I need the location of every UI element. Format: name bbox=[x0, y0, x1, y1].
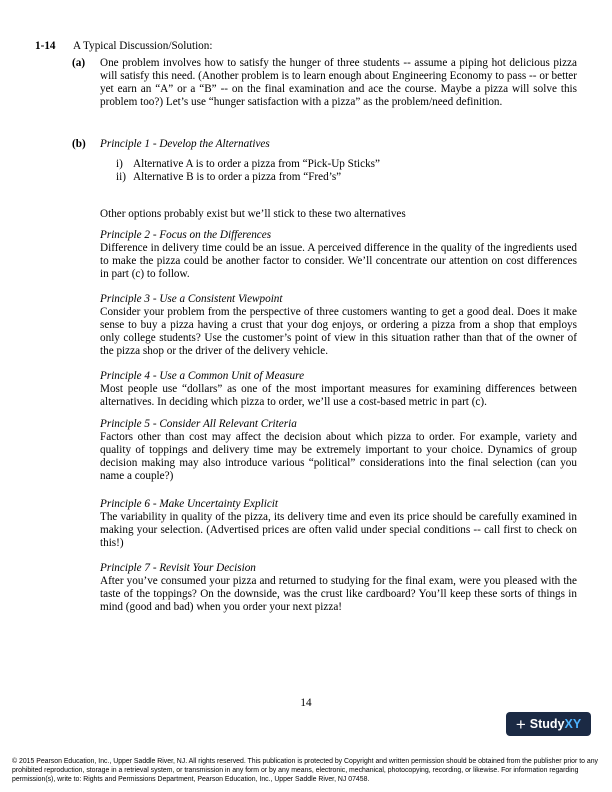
alternatives-note: Other options probably exist but we’ll stick to these two alternatives bbox=[100, 208, 406, 220]
problem-number: 1-14 bbox=[35, 40, 56, 52]
principle-1-heading: Principle 1 - Develop the Alternatives bbox=[100, 138, 270, 150]
logo-text bbox=[530, 717, 581, 731]
studyxy-logo bbox=[506, 712, 591, 736]
principle-1-heading-block bbox=[100, 138, 577, 151]
list-item bbox=[116, 171, 380, 184]
principle-7-text: After you’ve consumed your pizza and returned to studying for the final exam, were you pleased with the taste of the toppings? On the downside, was the crust like cardboard? You’ll keep these sorts of things in mind (good and bad) when you order your next pizza! bbox=[100, 575, 577, 613]
principle-5-text: Factors other than cost may affect the decision about which pizza to order. For example, variety and quality of toppings and delivery time may be extremely important to your choice. Dynamics of group decision making may also introduce various “political” considerations into the final selection (can you name a couple?) bbox=[100, 431, 577, 482]
principle-2-heading: Principle 2 - Focus on the Differences bbox=[100, 229, 272, 241]
principle-5-heading: Principle 5 - Consider All Relevant Criteria bbox=[100, 418, 297, 430]
principle-2-block bbox=[100, 229, 577, 281]
principle-4-text: Most people use “dollars” as one of the most important measures for examining differences between alternatives. In deciding which pizza to order, we’ll use a cost-based metric in part (c). bbox=[100, 383, 577, 408]
list-item bbox=[116, 158, 380, 171]
list-item-number: ii) bbox=[116, 171, 126, 183]
logo-prefix: Study bbox=[529, 717, 565, 731]
list-item-text: Alternative A is to order a pizza from “Pick-Up Sticks” bbox=[133, 158, 380, 170]
principle-2-text: Difference in delivery time could be an issue. A perceived difference in the quality of the ingredients used to make the pizza could be another factor to consider. We’ll concentrate our attention on cost differences in part (c) to follow. bbox=[100, 242, 577, 280]
principle-4-heading: Principle 4 - Use a Common Unit of Measure bbox=[100, 370, 305, 382]
part-a-text: One problem involves how to satisfy the hunger of three students -- assume a piping hot delicious pizza will satisfy this need. (Another problem is to learn enough about Engineering Economy to pass -- or better yet earn an “A” or a “B” -- on the final examination and ace the course. Maybe a pizza will solve this problem too?) Let’s use “hunger satisfaction with a pizza” as the problem/need definition. bbox=[100, 57, 577, 108]
principle-3-block bbox=[100, 293, 577, 358]
alternatives-note-block bbox=[100, 208, 577, 221]
plus-icon: + bbox=[515, 714, 526, 734]
principle-7-block bbox=[100, 562, 577, 614]
problem-title: A Typical Discussion/Solution: bbox=[73, 40, 213, 52]
logo-accent: XY bbox=[564, 717, 582, 731]
part-b-label: (b) bbox=[72, 138, 86, 150]
alternatives-list bbox=[116, 158, 380, 184]
principle-3-text: Consider your problem from the perspective of three customers wanting to get a good deal. Does it make sense to buy a pizza having a crust that your dog enjoys, or ordering a pizza from a shop that employs only college students? Use the customer’s point of view in this situation rather than that of the owner of the pizza shop or the driver of the delivery vehicle. bbox=[100, 306, 577, 357]
part-a-label: (a) bbox=[72, 57, 86, 69]
list-item-text: Alternative B is to order a pizza from “Fred’s” bbox=[133, 171, 342, 183]
copyright-footer: © 2015 Pearson Education, Inc., Upper Saddle River, NJ. All rights reserved. This publication is protected by Copyright and written permission should be obtained from the publisher prior to any prohibited reproduction, storage in a retrieval system, or transmission in any form or by any means, electronic, mechanical, photocopying, recording, or likewise. For information regarding permission(s), write to: Rights and Permissions Department, Pearson Education, Inc., Upper Saddle River, NJ 07458. bbox=[12, 758, 598, 783]
page-number: 14 bbox=[300, 697, 312, 709]
principle-3-heading: Principle 3 - Use a Consistent Viewpoint bbox=[100, 293, 283, 305]
principle-6-block bbox=[100, 498, 577, 550]
problem-header bbox=[35, 40, 212, 53]
principle-7-heading: Principle 7 - Revisit Your Decision bbox=[100, 562, 256, 574]
principle-6-text: The variability in quality of the pizza, its delivery time and even its price should be carefully examined in making your selection. (Advertised prices are often valid under special conditions -- call first to check on this!) bbox=[100, 511, 577, 549]
principle-4-block bbox=[100, 370, 577, 409]
list-item-number: i) bbox=[116, 158, 123, 170]
principle-6-heading: Principle 6 - Make Uncertainty Explicit bbox=[100, 498, 279, 510]
part-a-paragraph bbox=[100, 57, 577, 109]
principle-5-block bbox=[100, 418, 577, 483]
